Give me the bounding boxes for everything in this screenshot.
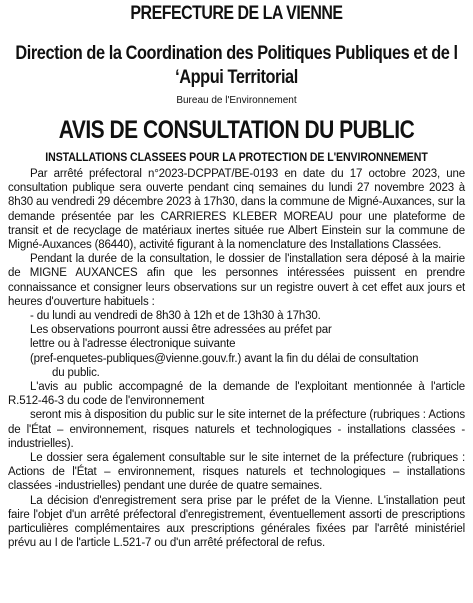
paragraph-site-internet: seront mis à disposition du public sur le site internet de la préfecture (rubriques : Actions de l'État – environnement, risques naturels et technologiques - installations classées -industrielles). <box>8 409 465 450</box>
notice-body <box>8 167 465 550</box>
paragraph-arrete: Par arrêté préfectoral n°2023-DCPPAT/BE-0193 en date du 17 octobre 2023, une consultation publique sera ouverte pendant cinq semaines du lundi 27 novembre 2023 à 8h30 au vendredi 29 décembre 2023 à 17h30, dans la commune de Migné-Auxances, sur la demande présentée par les CARRIERES KLEBER MOREAU pour une plateforme de transit et de recyclage de matériaux inertes située rue Albert Einstein sur la commune de Migné-Auxances (86440), activité figurant à la nomenclature des Installations Classées. <box>8 168 465 252</box>
paragraph-dossier: Pendant la durée de la consultation, le dossier de l'installation sera déposé à la mairie de MIGNE AUXANCES afin que les personnes intéressées puissent en prendre connaissance et consigner leurs observations sur un registre ouvert à cet effet aux jours et heures d'ouverture habituels : <box>8 253 465 308</box>
notice-title: AVIS DE CONSULTATION DU PUBLIC <box>58 116 415 144</box>
prefecture-heading: PREFECTURE DE LA VIENNE <box>130 3 343 24</box>
paragraph-lettre: lettre ou à l'adresse électronique suivante <box>30 338 236 351</box>
notice-subtitle: INSTALLATIONS CLASSEES POUR LA PROTECTION DE L'ENVIRONNEMENT <box>45 152 428 164</box>
paragraph-horaires: - du lundi au vendredi de 8h30 à 12h et de 13h30 à 17h30. <box>30 310 321 323</box>
direction-heading: Direction de la Coordination des Politiques Publiques et de l ‘Appui Territorial <box>15 43 458 88</box>
paragraph-email: (pref-enquetes-publiques@vienne.gouv.fr.) avant la fin du délai de consultation <box>30 352 419 365</box>
bureau-label: Bureau de l'Environnement <box>176 95 297 106</box>
paragraph-observations: Les observations pourront aussi être adressées au préfet par <box>30 324 332 337</box>
paragraph-decision: La décision d'enregistrement sera prise par le préfet de la Vienne. L'installation peut faire l'objet d'un arrêté préfectoral d'enregistrement, éventuellement assorti de prescriptions particulières complémentaires aux prescriptions générales fixées par l'arrêté ministériel prévu au I de l'article L.521-7 ou d'un arrêté préfectoral de refus. <box>8 494 465 550</box>
paragraph-avis: L'avis au public accompagné de la demande de l'exploitant mentionnée à l'article R.512-46-3 du code de l'environnement <box>8 381 465 408</box>
public-notice <box>0 3 473 603</box>
paragraph-public: du public. <box>52 366 100 379</box>
paragraph-consultable: Le dossier sera également consultable sur le site internet de la préfecture (rubriques : Actions de l'État – environnement, risques naturels et technologiques – installations classées -industrielles) pendant une durée de quatre semaines. <box>8 452 465 493</box>
